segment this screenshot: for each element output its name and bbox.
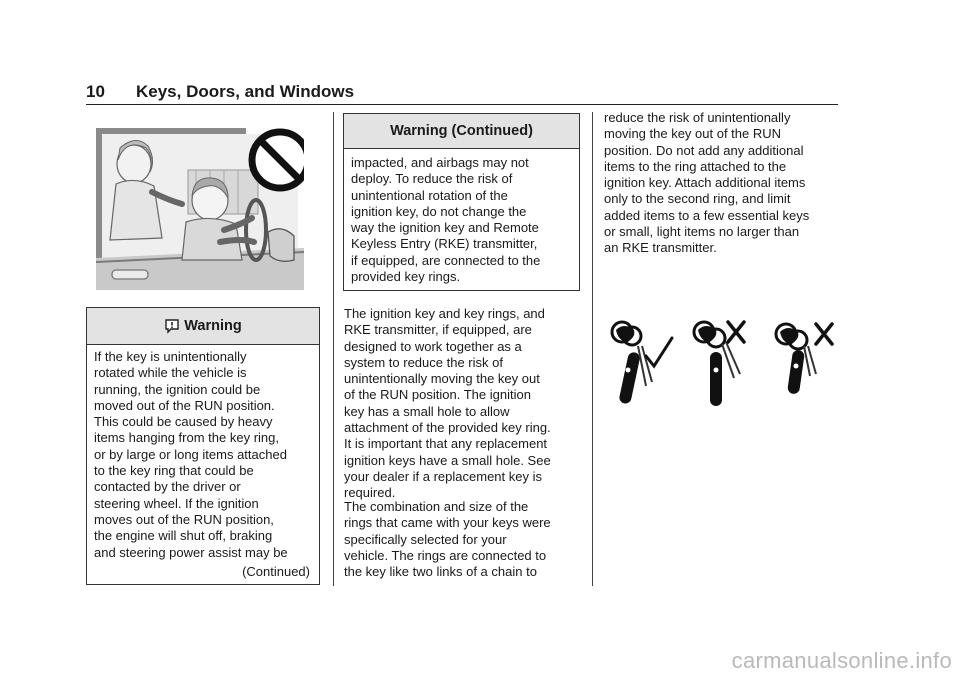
text-line: unintentionally moving the key out <box>344 371 540 387</box>
warning-continued-title: Warning (Continued) <box>344 114 579 149</box>
warning-box <box>86 307 320 585</box>
text-line: way the ignition key and Remote <box>351 220 539 236</box>
page-header <box>86 82 838 104</box>
x-mark-icon <box>728 322 744 342</box>
text-line: position. Do not add any additional <box>604 142 804 158</box>
warning-continued-box <box>343 113 580 291</box>
page-title: Keys, Doors, and Windows <box>136 82 355 101</box>
warning-title-text: Warning <box>184 318 242 334</box>
text-line: moved out of the RUN position. <box>94 397 275 413</box>
text-line: specifically selected for your <box>344 531 507 547</box>
text-line: attachment of the provided key ring. <box>344 420 551 436</box>
key-ring-illustration <box>606 316 842 410</box>
text-line: items to the ring attached to the <box>604 158 787 174</box>
text-line: contacted by the driver or <box>94 479 241 495</box>
text-line: The ignition key and key rings, and <box>344 306 545 321</box>
text-line: designed to work together as a <box>344 338 522 354</box>
text-line: the key like two links of a chain to <box>344 564 537 580</box>
text-line: running, the ignition could be <box>94 381 261 397</box>
text-line: steering wheel. If the ignition <box>94 495 259 511</box>
text-line: If the key is unintentionally <box>94 349 247 364</box>
text-line: rotated while the vehicle is <box>94 365 247 381</box>
text-line: impacted, and airbags may not <box>351 155 529 170</box>
text-line: It is important that any replacement <box>344 436 548 452</box>
paragraph-ring-advice <box>604 110 844 257</box>
column-divider <box>333 112 334 586</box>
text-line: vehicle. The rings are connected to <box>344 547 547 563</box>
text-line: the engine will shut off, braking <box>94 528 273 544</box>
continued-label: (Continued) <box>242 564 310 579</box>
text-line: moving the key out of the RUN <box>604 126 782 142</box>
key-set-incorrect-1 <box>694 322 744 406</box>
text-line: your dealer if a replacement key is <box>344 468 542 484</box>
text-line: reduce the risk of unintentionally <box>604 110 791 125</box>
text-line: key has a small hole to allow <box>344 403 510 419</box>
children-in-car-illustration <box>96 120 304 290</box>
page-number: 10 <box>86 82 105 101</box>
text-line: only to the second ring, and limit <box>604 191 791 207</box>
text-line: system to reduce the risk of <box>344 354 503 370</box>
text-line: provided key rings. <box>351 269 461 285</box>
key-set-correct <box>612 322 672 405</box>
warning-speech-bubble-icon <box>164 318 180 334</box>
text-line: The combination and size of the <box>344 499 529 514</box>
text-line: or small, light items no larger than <box>604 224 800 240</box>
text-line: or by large or long items attached <box>94 446 287 462</box>
text-line: ignition key, do not change the <box>351 203 527 219</box>
warning-body <box>87 345 319 561</box>
warning-title <box>87 308 319 345</box>
text-line: to the key ring that could be <box>94 463 254 479</box>
text-line: deploy. To reduce the risk of <box>351 171 513 187</box>
text-line: of the RUN position. The ignition <box>344 387 531 403</box>
text-line: required. <box>344 485 396 501</box>
check-mark-icon <box>646 338 672 366</box>
text-line: if equipped, are connected to the <box>351 252 541 268</box>
text-line: moves out of the RUN position, <box>94 511 274 527</box>
column-divider <box>592 112 593 586</box>
text-line: and steering power assist may be <box>94 544 288 560</box>
prohibition-icon <box>252 132 304 188</box>
warning-body <box>344 149 579 285</box>
header-rule <box>86 104 838 105</box>
x-mark-icon <box>816 324 832 344</box>
text-line: unintentional rotation of the <box>351 187 508 203</box>
text-line: ignition key. Attach additional items <box>604 175 806 191</box>
text-line: items hanging from the key ring, <box>94 430 279 446</box>
key-set-incorrect-2 <box>776 324 832 395</box>
paragraph-key-system <box>344 306 584 502</box>
watermark: carmanualsonline.info <box>731 648 952 673</box>
text-line: rings that came with your keys were <box>344 515 551 531</box>
text-line: an RKE transmitter. <box>604 240 717 256</box>
text-line: RKE transmitter, if equipped, are <box>344 322 532 338</box>
text-line: This could be caused by heavy <box>94 414 273 430</box>
text-line: ignition keys have a small hole. See <box>344 452 551 468</box>
text-line: added items to a few essential keys <box>604 207 810 223</box>
paragraph-key-rings <box>344 499 584 580</box>
text-line: Keyless Entry (RKE) transmitter, <box>351 236 538 252</box>
